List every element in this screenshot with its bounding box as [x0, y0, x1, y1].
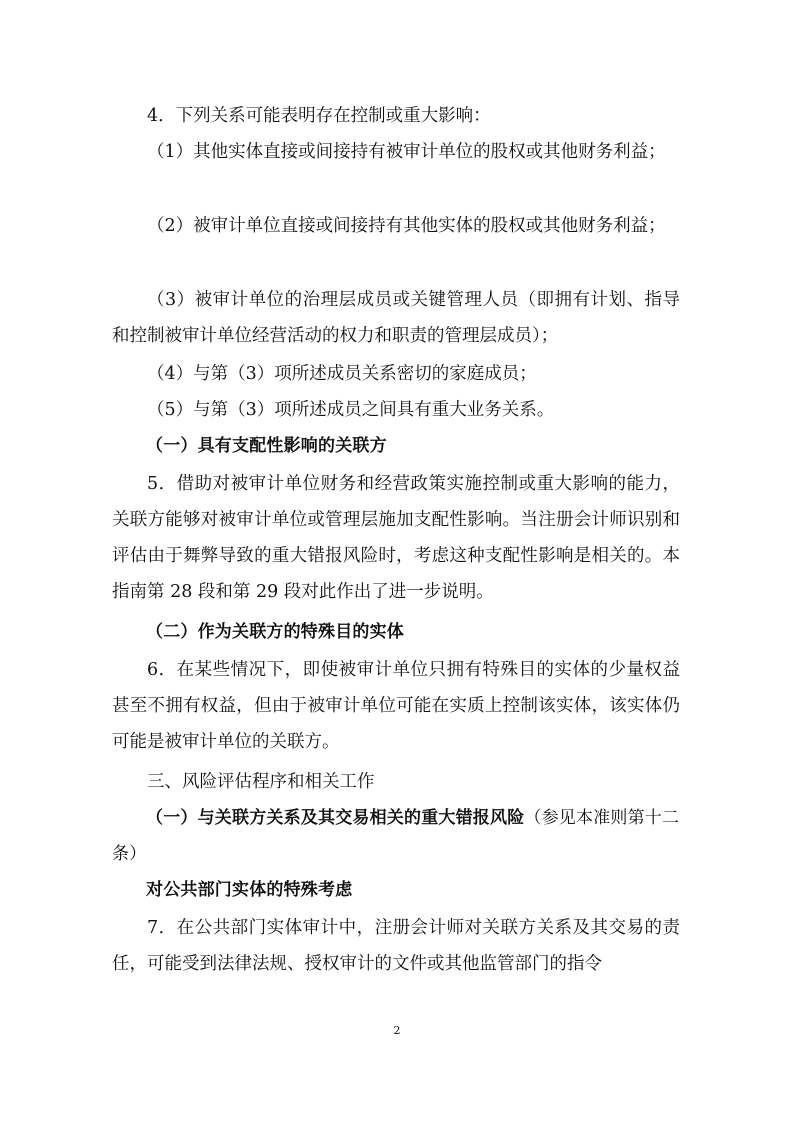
- paragraph-4-5: （5）与第（3）项所述成员之间具有重大业务关系。: [147, 400, 555, 420]
- paragraph-5: 5．借助对被审计单位财务和经营政策实施控制或重大影响的能力，关联方能够对被审计单位或管理层施加支配性影响。当注册会计师识别和评估由于舞弊导致的重大错报风险时，考虑这种支配性影响是相关的。本指南第 28 段和第 29 段对此作出了进一步说明。: [112, 474, 680, 602]
- paragraph-4-2: （2）被审计单位直接或间接持有其他实体的股权或其他财务利益；: [147, 216, 666, 236]
- paragraph-4-4: （4）与第（3）项所述成员关系密切的家庭成员；: [147, 364, 537, 384]
- paragraph-6: 6．在某些情况下，即使被审计单位只拥有特殊目的实体的少量权益甚至不拥有权益，但由于被审计单位可能在实质上控制该实体，该实体仍可能是被审计单位的关联方。: [112, 660, 680, 752]
- section-heading-risk-assessment: 三、风险评估程序和相关工作: [147, 772, 375, 792]
- page-number: 2: [393, 1024, 401, 1037]
- heading-bold-part: （一）与关联方关系及其交易相关的重大错报风险: [146, 808, 525, 828]
- paragraph-4-3: （3）被审计单位的治理层成员或关键管理人员（即拥有计划、指导和控制被审计单位经营活动的权力和职责的管理层成员）；: [112, 290, 680, 346]
- paragraph-4-1: （1）其他实体直接或间接持有被审计单位的股权或其他财务利益；: [147, 142, 666, 162]
- heading-dominant-influence: （一）具有支配性影响的关联方: [146, 436, 387, 456]
- heading-special-purpose-entity: （二）作为关联方的特殊目的实体: [146, 622, 404, 642]
- paragraph-4: 4．下列关系可能表明存在控制或重大影响：: [147, 106, 491, 126]
- paragraph-7: 7．在公共部门实体审计中，注册会计师对关联方关系及其交易的责任，可能受到法律法规、授权审计的文件或其他监管部门的指令: [112, 918, 680, 974]
- heading-material-misstatement-risk: [112, 800, 680, 872]
- heading-reference-part: （参见本准则第十二条）: [112, 808, 680, 864]
- heading-public-sector: 对公共部门实体的特殊考虑: [146, 880, 353, 900]
